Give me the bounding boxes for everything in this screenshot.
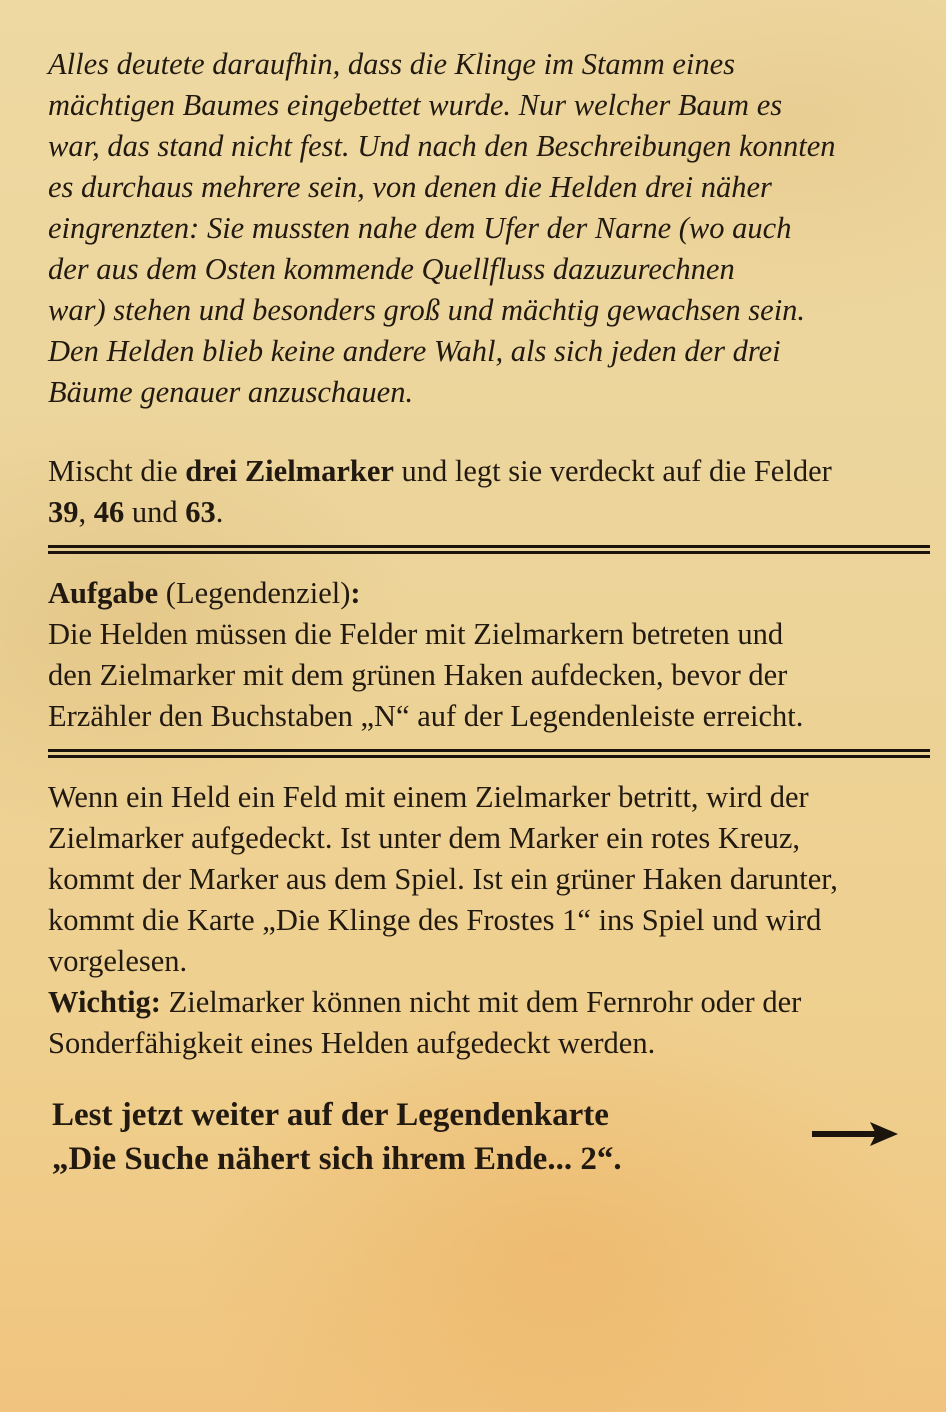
double-divider [48,749,930,759]
setup-text: Mischt die [48,454,186,488]
intro-line: Alles deutete daraufhin, dass die Klinge im Stamm eines [48,47,736,81]
continue-line: „Die Suche nähert sich ihrem Ende... 2“. [52,1141,622,1177]
task-line: den Zielmarker mit dem grünen Haken aufdecken, bevor der [48,658,788,692]
intro-line: der aus dem Osten kommende Quellfluss dazuzurechnen [48,252,735,286]
setup-line-2 [48,492,938,533]
continue-line: Lest jetzt weiter auf der Legendenkarte [52,1097,609,1133]
field-number: 46 [93,495,125,529]
separator: . [215,495,224,529]
intro-line: Bäume genauer anzuschauen. [48,375,414,409]
intro-line: es durchaus mehrere sein, von denen die Helden drei näher [48,170,772,204]
intro-line: Den Helden blieb keine andere Wahl, als sich jeden der drei [48,334,781,368]
intro-line: mächtigen Baumes eingebettet wurde. Nur welcher Baum es [48,88,783,122]
rules-line: Zielmarker aufgedeckt. Ist unter dem Marker ein rotes Kreuz, [48,821,801,855]
continue-instruction [52,1093,622,1181]
arrow-right-icon [812,1119,898,1149]
rules-line: vorgelesen. [48,944,188,978]
task-label: Aufgabe [48,576,159,610]
task-line: Die Helden müssen die Felder mit Zielmarkern betreten und [48,617,784,651]
intro-line: eingrenzten: Sie mussten nahe dem Ufer der Narne (wo auch [48,211,792,245]
intro-line: war, das stand nicht fest. Und nach den Beschreibungen konnten [48,129,836,163]
important-line [48,982,938,1023]
task-colon: : [350,576,361,610]
setup-marker-count: drei Zielmarker [185,454,394,488]
field-number: 39 [48,495,79,529]
double-divider [48,545,930,555]
important-text: Zielmarker können nicht mit dem Fernrohr oder der [160,985,802,1019]
rules-line: Wenn ein Held ein Feld mit einem Zielmarker betritt, wird der [48,780,809,814]
rules-line: kommt der Marker aus dem Spiel. Ist ein grüner Haken darunter, [48,862,838,896]
intro-narrative [48,44,938,413]
task-section [48,573,938,737]
setup-instruction [48,451,938,533]
setup-line-1 [48,451,938,492]
setup-text: und legt sie verdeckt auf die Felder [393,454,832,488]
important-label: Wichtig: [48,985,161,1019]
separator: und [124,495,186,529]
important-line: Sonderfähigkeit eines Helden aufgedeckt werden. [48,1026,656,1060]
task-line: Erzähler den Buchstaben „N“ auf der Legendenleiste erreicht. [48,699,804,733]
rules-section [48,777,938,1064]
task-label-note: (Legendenziel) [158,576,351,610]
rules-line: kommt die Karte „Die Klinge des Frostes 1“ ins Spiel und wird [48,903,822,937]
separator: , [78,495,94,529]
task-heading [48,573,938,614]
field-number: 63 [185,495,216,529]
intro-line: war) stehen und besonders groß und mächtig gewachsen sein. [48,293,806,327]
